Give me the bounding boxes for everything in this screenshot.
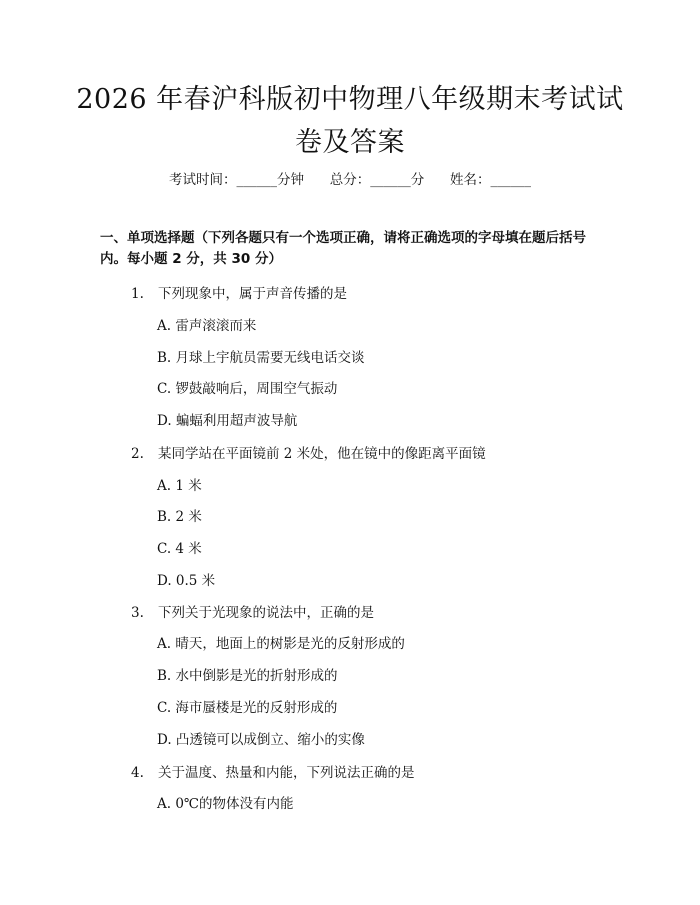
option-3d: D. 凸透镜可以成倒立、缩小的实像 — [157, 732, 365, 748]
question-number: 3. — [131, 605, 144, 621]
option-1a: A. 雷声滚滚而来 — [157, 318, 257, 334]
option-1c: C. 锣鼓敲响后，周围空气振动 — [157, 381, 338, 397]
option-2a: A. 1 米 — [157, 478, 202, 494]
question-2 — [131, 442, 486, 462]
option-3a: A. 晴天，地面上的树影是光的反射形成的 — [157, 636, 405, 652]
question-text: 下列现象中，属于声音传播的是 — [158, 286, 347, 302]
title-line-1: 2026 年春沪科版初中物理八年级期末考试试 — [76, 84, 624, 115]
option-2c: C. 4 米 — [157, 541, 202, 557]
exam-meta-line: 考试时间：______分钟 总分：______分 姓名：______ — [169, 172, 531, 188]
question-3 — [131, 601, 374, 621]
question-1 — [131, 282, 347, 302]
option-1b: B. 月球上宇航员需要无线电话交谈 — [157, 350, 365, 366]
question-text: 下列关于光现象的说法中，正确的是 — [158, 605, 374, 621]
question-text: 关于温度、热量和内能，下列说法正确的是 — [158, 765, 415, 781]
question-text: 某同学站在平面镜前 2 米处，他在镜中的像距离平面镜 — [158, 446, 486, 462]
question-number: 1. — [131, 286, 144, 302]
question-number: 4. — [131, 765, 144, 781]
option-1d: D. 蝙蝠利用超声波导航 — [157, 413, 298, 429]
question-4 — [131, 761, 415, 781]
option-3c: C. 海市蜃楼是光的反射形成的 — [157, 700, 338, 716]
option-2d: D. 0.5 米 — [157, 573, 216, 589]
option-3b: B. 水中倒影是光的折射形成的 — [157, 668, 338, 684]
question-number: 2. — [131, 446, 144, 462]
section-heading: 一、单项选择题（下列各题只有一个选项正确，请将正确选项的字母填在题后括号内。每小题 2 分，共 30 分） — [100, 230, 586, 267]
page-title — [60, 78, 640, 164]
option-4a: A. 0℃的物体没有内能 — [157, 796, 294, 812]
title-line-2: 卷及答案 — [295, 127, 405, 158]
option-2b: B. 2 米 — [157, 509, 202, 525]
